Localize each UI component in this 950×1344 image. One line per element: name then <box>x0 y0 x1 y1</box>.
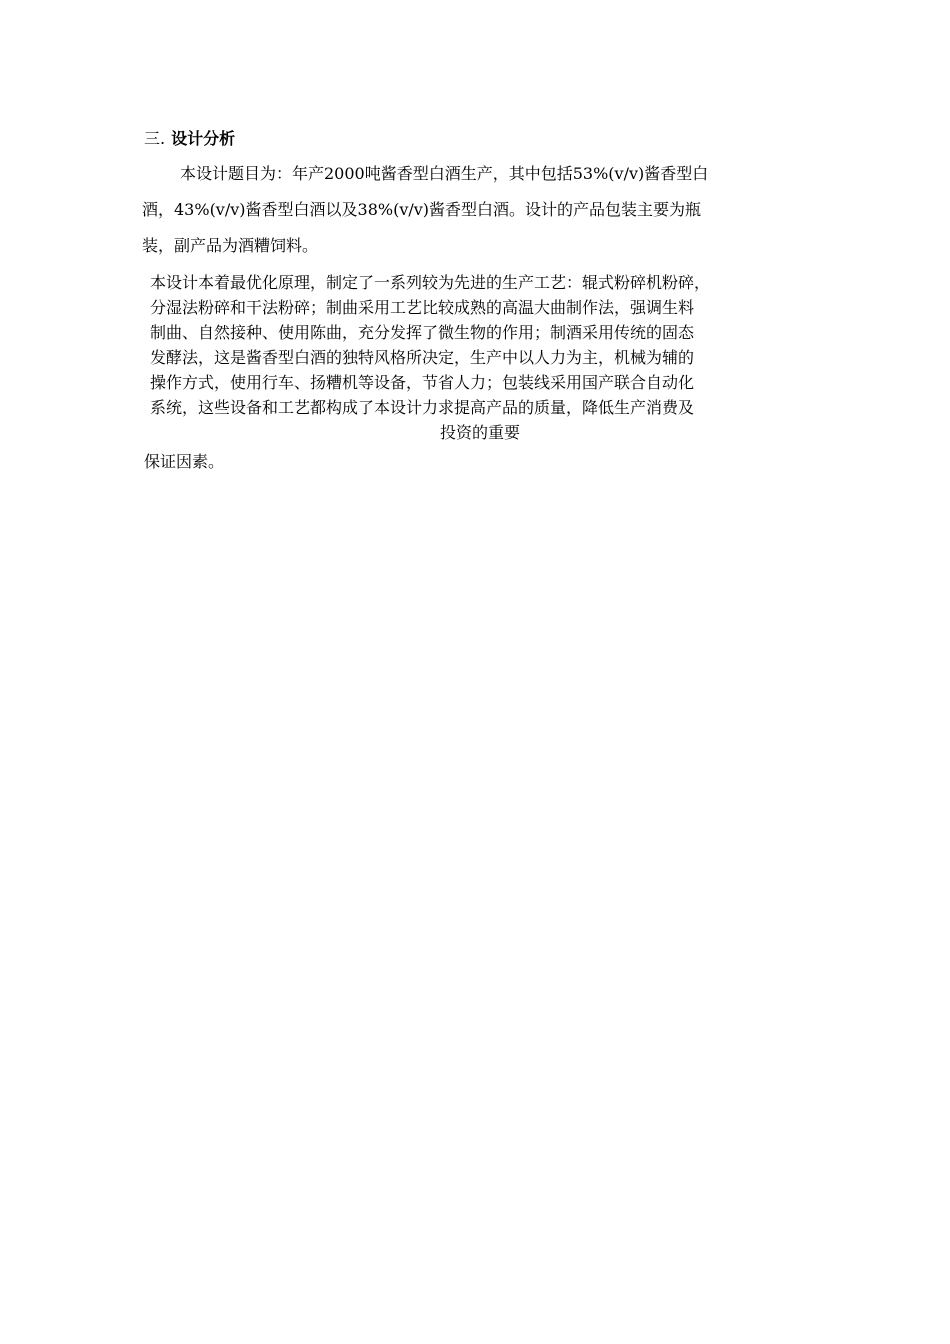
paragraph-tail: 保证因素。 <box>144 452 225 471</box>
section-heading <box>144 128 235 150</box>
paragraph-line: 酒，43%(v/v)酱香型白酒以及38%(v/v)酱香型白酒。设计的产品包装主要为瓶 <box>142 200 702 219</box>
paragraph-line: 发酵法，这是酱香型白酒的独特风格所决定，生产中以人力为主，机械为辅的 <box>150 348 695 367</box>
paragraph-line: 本设计题目为：年产2000吨酱香型白酒生产，其中包括53%(v/v)酱香型白 <box>180 164 709 183</box>
paragraph-line: 系统，这些设备和工艺都构成了本设计力求提高产品的质量，降低生产消费及 <box>150 398 695 417</box>
paragraph-line: 制曲、自然接种、使用陈曲，充分发挥了微生物的作用；制酒采用传统的固态 <box>150 323 695 342</box>
paragraph-design-principles <box>150 270 810 445</box>
paragraph-line: 装，副产品为酒糟饲料。 <box>142 236 319 255</box>
paragraph-design-topic <box>142 160 810 268</box>
paragraph-line: 本设计本着最优化原理，制定了一系列较为先进的生产工艺：辊式粉碎机粉碎， <box>150 273 711 292</box>
section-title: 设计分析 <box>171 129 236 148</box>
paragraph-line: 分湿法粉碎和干法粉碎；制曲采用工艺比较成熟的高温大曲制作法，强调生料 <box>150 298 695 317</box>
section-number: 三. <box>144 129 166 148</box>
paragraph-line: 操作方式，使用行车、扬糟机等设备，节省人力；包装线采用国产联合自动化 <box>150 373 695 392</box>
paragraph-line: 投资的重要 <box>439 423 520 442</box>
